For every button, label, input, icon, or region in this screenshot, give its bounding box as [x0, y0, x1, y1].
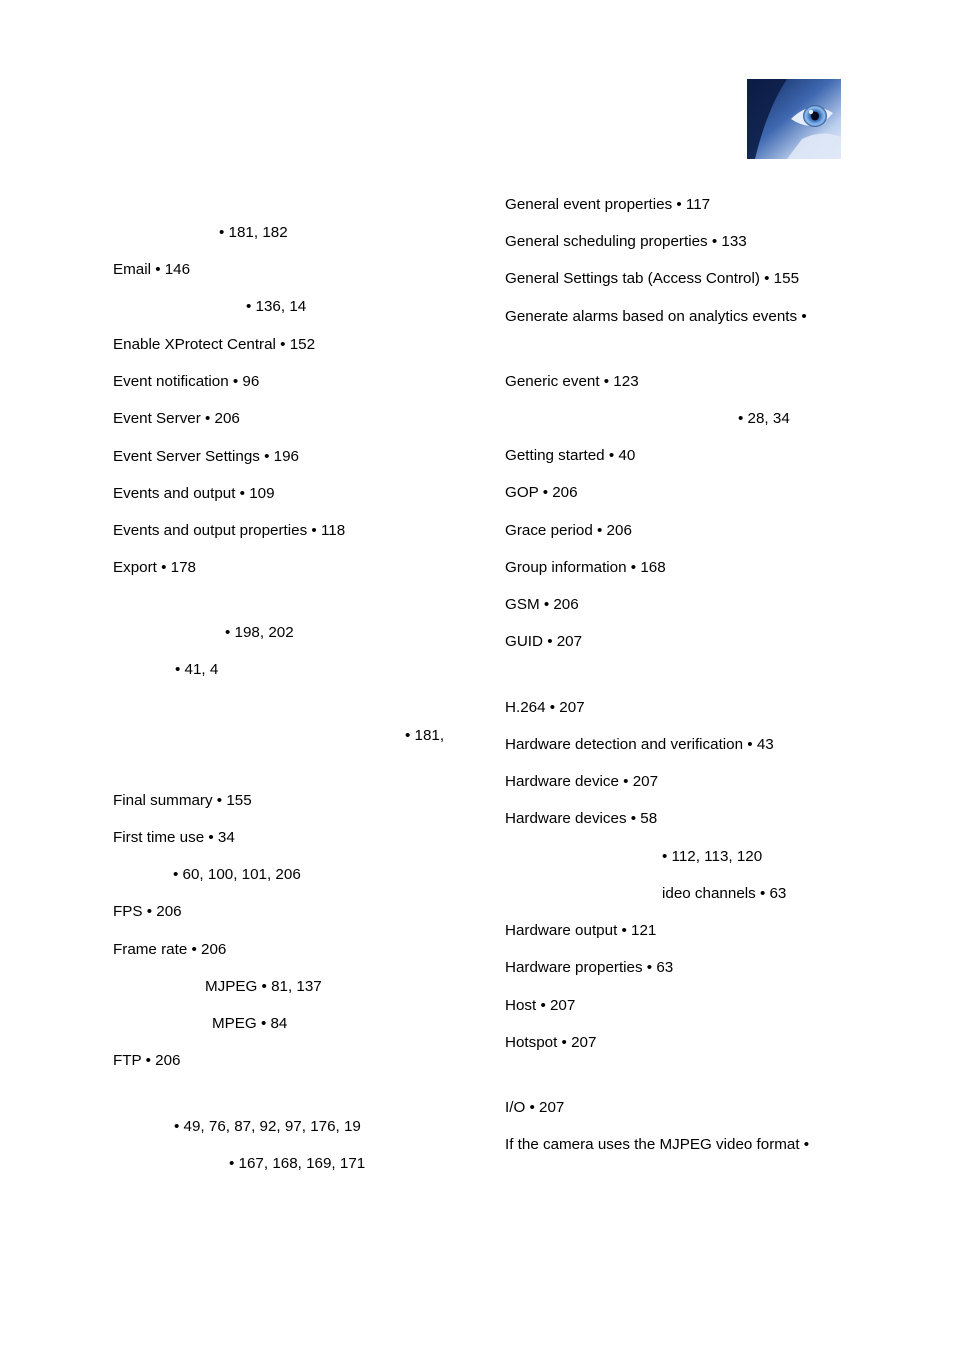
index-entry: Event Server • 206 — [113, 410, 240, 427]
index-entry: • 41, 4 — [175, 661, 219, 678]
index-entry: If the camera uses the MJPEG video format • — [505, 1136, 810, 1153]
index-entry: GOP • 206 — [505, 484, 578, 501]
index-entry: FTP • 206 — [113, 1052, 181, 1069]
wolf-eye-logo — [747, 79, 841, 159]
index-entry: Events and output properties • 118 — [113, 522, 346, 539]
index-entry: Hardware output • 121 — [505, 922, 657, 939]
index-entry: Hardware detection and verification • 43 — [505, 736, 774, 753]
index-entry: Export • 178 — [113, 559, 196, 576]
index-entry: • 181, — [405, 727, 445, 744]
index-entry: MPEG • 84 — [212, 1015, 288, 1032]
index-entry: Enable XProtect Central • 152 — [113, 336, 316, 353]
index-entry: • 60, 100, 101, 206 — [173, 866, 301, 883]
index-entry: Hardware properties • 63 — [505, 959, 674, 976]
index-entry: General event properties • 117 — [505, 196, 711, 213]
index-entry: GUID • 207 — [505, 633, 583, 650]
index-entry: Final summary • 155 — [113, 792, 252, 809]
index-entry: Generic event • 123 — [505, 373, 639, 390]
index-entry: General scheduling properties • 133 — [505, 233, 747, 250]
index-entry: Hardware device • 207 — [505, 773, 659, 790]
index-entry: Hotspot • 207 — [505, 1034, 597, 1051]
index-entry: Grace period • 206 — [505, 522, 632, 539]
index-entry: Getting started • 40 — [505, 447, 636, 464]
index-entry: GSM • 206 — [505, 596, 579, 613]
index-entry: MJPEG • 81, 137 — [205, 978, 322, 995]
index-entry: Group information • 168 — [505, 559, 666, 576]
index-entry: • 49, 76, 87, 92, 97, 176, 19 — [174, 1118, 361, 1135]
index-entry: H.264 • 207 — [505, 699, 585, 716]
index-entry: Email • 146 — [113, 261, 191, 278]
index-entry: Event Server Settings • 196 — [113, 448, 299, 465]
index-entry: • 181, 182 — [219, 224, 288, 241]
index-entry: General Settings tab (Access Control) • 155 — [505, 270, 800, 287]
index-entry: Events and output • 109 — [113, 485, 275, 502]
index-entry: Host • 207 — [505, 997, 576, 1014]
index-entry: • 112, 113, 120 — [662, 848, 763, 865]
index-entry: Event notification • 96 — [113, 373, 260, 390]
index-entry: • 198, 202 — [225, 624, 294, 641]
index-entry: • 136, 14 — [246, 298, 307, 315]
index-entry: Hardware devices • 58 — [505, 810, 658, 827]
index-entry: I/O • 207 — [505, 1099, 565, 1116]
index-entry: FPS • 206 — [113, 903, 182, 920]
index-entry: Generate alarms based on analytics events • — [505, 308, 807, 325]
index-entry: • 28, 34 — [738, 410, 790, 427]
index-entry: Frame rate • 206 — [113, 941, 227, 958]
index-entry: • 167, 168, 169, 171 — [229, 1155, 366, 1172]
index-entry: First time use • 34 — [113, 829, 235, 846]
index-entry: ideo channels • 63 — [662, 885, 787, 902]
